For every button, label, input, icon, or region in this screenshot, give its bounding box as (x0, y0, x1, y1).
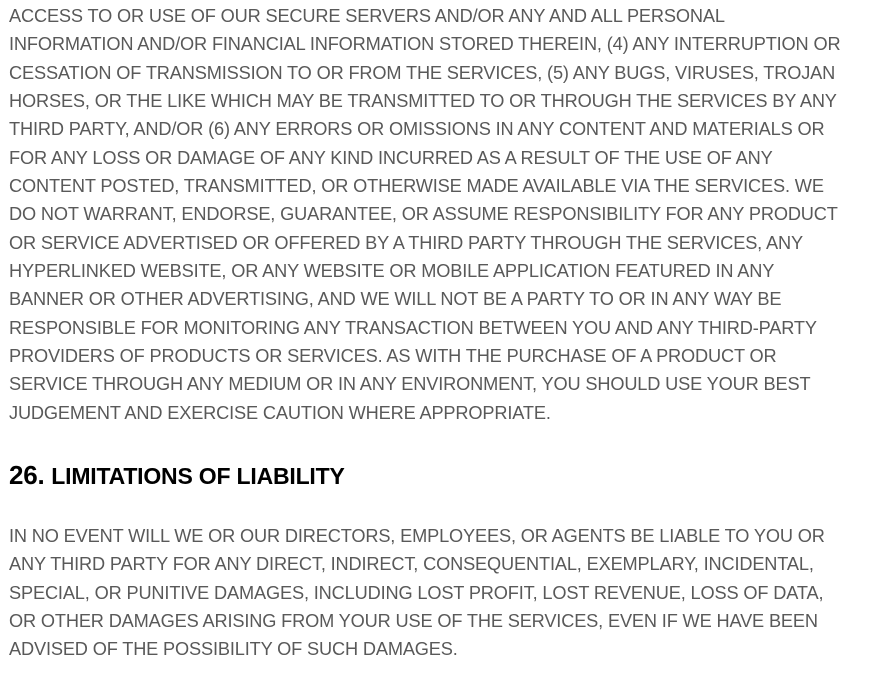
paragraph-line: OR SERVICE ADVERTISED OR OFFERED BY A THIRD PARTY THROUGH THE SERVICES, ANY (9, 232, 803, 253)
paragraph-line: FOR ANY LOSS OR DAMAGE OF ANY KIND INCURRED AS A RESULT OF THE USE OF ANY (9, 147, 773, 168)
paragraph-line: ADVISED OF THE POSSIBILITY OF SUCH DAMAGES. (9, 639, 458, 660)
paragraph-line: DO NOT WARRANT, ENDORSE, GUARANTEE, OR ASSUME RESPONSIBILITY FOR ANY PRODUCT (9, 204, 838, 225)
paragraph-line: SPECIAL, OR PUNITIVE DAMAGES, INCLUDING LOST PROFIT, LOST REVENUE, LOSS OF DATA, (9, 582, 824, 603)
paragraph-line: HYPERLINKED WEBSITE, OR ANY WEBSITE OR MOBILE APPLICATION FEATURED IN ANY (9, 260, 775, 281)
paragraph-line: THIRD PARTY, AND/OR (6) ANY ERRORS OR OMISSIONS IN ANY CONTENT AND MATERIALS OR (9, 119, 825, 140)
paragraph-line: CESSATION OF TRANSMISSION TO OR FROM THE SERVICES, (5) ANY BUGS, VIRUSES, TROJAN (9, 62, 836, 83)
paragraph-line: BANNER OR OTHER ADVERTISING, AND WE WILL NOT BE A PARTY TO OR IN ANY WAY BE (9, 289, 782, 310)
section-title: LIMITATIONS OF LIABILITY (51, 463, 345, 489)
paragraph-line: ACCESS TO OR USE OF OUR SECURE SERVERS AND/OR ANY AND ALL PERSONAL (9, 6, 725, 26)
paragraph-line: SERVICE THROUGH ANY MEDIUM OR IN ANY ENVIRONMENT, YOU SHOULD USE YOUR BEST (9, 374, 811, 395)
paragraph-line: IN NO EVENT WILL WE OR OUR DIRECTORS, EMPLOYEES, OR AGENTS BE LIABLE TO YOU OR (9, 526, 825, 546)
paragraph-line: ANY THIRD PARTY FOR ANY DIRECT, INDIRECT, CONSEQUENTIAL, EXEMPLARY, INCIDENTAL, (9, 554, 814, 575)
liability-paragraph (9, 522, 825, 664)
disclaimer-paragraph (9, 2, 840, 427)
paragraph-line: RESPONSIBLE FOR MONITORING ANY TRANSACTION BETWEEN YOU AND ANY THIRD-PARTY (9, 317, 817, 338)
section-heading (9, 458, 345, 493)
paragraph-line: JUDGEMENT AND EXERCISE CAUTION WHERE APPROPRIATE. (9, 402, 551, 423)
section-number: 26. (9, 460, 45, 490)
paragraph-line: INFORMATION AND/OR FINANCIAL INFORMATION STORED THEREIN, (4) ANY INTERRUPTION OR (9, 34, 841, 55)
paragraph-line: PROVIDERS OF PRODUCTS OR SERVICES. AS WITH THE PURCHASE OF A PRODUCT OR (9, 345, 777, 366)
paragraph-line: CONTENT POSTED, TRANSMITTED, OR OTHERWISE MADE AVAILABLE VIA THE SERVICES. WE (9, 175, 824, 196)
paragraph-line: OR OTHER DAMAGES ARISING FROM YOUR USE OF THE SERVICES, EVEN IF WE HAVE BEEN (9, 610, 818, 631)
paragraph-line: HORSES, OR THE LIKE WHICH MAY BE TRANSMITTED TO OR THROUGH THE SERVICES BY ANY (9, 90, 837, 111)
